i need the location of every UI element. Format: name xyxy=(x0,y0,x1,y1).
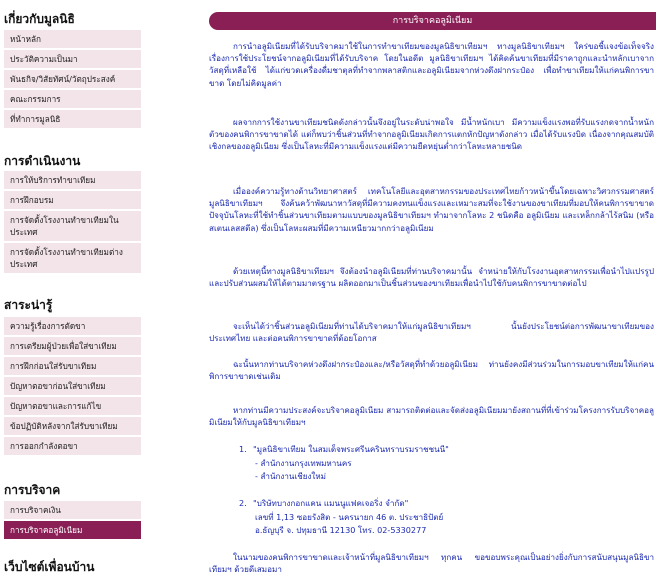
sidebar-item-pre-fitting[interactable]: การฝึกก่อนใส่รับขาเทียม xyxy=(4,357,141,377)
section-title-knowledge: สาระน่ารู้ xyxy=(4,298,53,312)
list-subline: อ.ธัญบุรี จ. ปทุมธานี 12130 โทร. 02-5330277 xyxy=(255,525,427,535)
list-item-2 xyxy=(239,497,408,509)
sidebar-item-office[interactable]: ที่ทำการมูลนิธิ xyxy=(4,110,141,130)
paragraph-2: ผลจากการใช้งานขาเทียมชนิดดังกล่าวนั้นจึงอยู่ในระดับน่าพอใจ มีน้ำหนักเบา มีความแข็งแรงพอที่รับแรงกดจากน้ำหนักตัวของคนพิการขาขาดได้ แต่ก็พบว่าชิ้นส่วนที่ทำจากอลูมิเนียมเกิดการแตกหักปัญหาดังกล่าว เมื่อได้รับแรงบิด เนื่องจากคุณสมบัติเชิงกลของอลูมิเนียม ซึ่งเป็นโลหะที่มีความแข็งแรงแต่มีความยืดหยุ่นต่ำกว่าโลหะหลายชนิด xyxy=(209,117,654,152)
page-title: การบริจาคอลูมิเนียม xyxy=(209,12,656,30)
list-subline: - สำนักงานกรุงเทพมหานคร xyxy=(255,458,352,468)
sidebar-item-domestic-workshop[interactable]: การจัดตั้งโรงงานทำขาเทียมในประเทศ xyxy=(4,211,141,243)
sidebar-item-mission[interactable]: พันธกิจ/วิสัยทัศน์/วัตถุประสงค์ xyxy=(4,70,141,90)
sidebar-item-stump-problems[interactable]: ปัญหาตอขาก่อนใส่ขาเทียม xyxy=(4,377,141,397)
sidebar-item-donate-money[interactable]: การบริจาคเงิน xyxy=(4,501,141,521)
sidebar-item-donate-aluminium[interactable]: การบริจาคอลูมิเนียม xyxy=(4,521,141,541)
paragraph-6: ฉะนั้นหากท่านบริจาคห่วงดึงฝากระป๋องและ/หรือวัสดุที่ทำด้วยอลูมิเนียม ท่านยังคงมีส่วนร่วมในการมอบขาเทียมให้แก่คนพิการขาขาดเช่นเดิม xyxy=(209,359,654,382)
menu-about xyxy=(4,30,141,130)
sidebar-item-committee[interactable]: คณะกรรมการ xyxy=(4,90,141,110)
sidebar-item-amputation[interactable]: ความรู้เรื่องการตัดขา xyxy=(4,317,141,337)
paragraph-5: จะเห็นได้ว่าชิ้นส่วนอลูมิเนียมที่ท่านได้บริจาคมาให้แก่มูลนิธิขาเทียมฯ นั้นยังประโยชน์ต่อการพัฒนาขาเทียมของประเทศไทย และต่อคนพิการขาขาดที่ด้อยโอกาส xyxy=(209,321,654,344)
list-item-1 xyxy=(239,443,449,455)
list-title: "มูลนิธิขาเทียม ในสมเด็จพระศรีนครินทราบรมราชชนนี" xyxy=(253,444,449,454)
section-title-operations: การดำเนินงาน xyxy=(4,154,81,168)
sidebar-item-overseas-workshop[interactable]: การจัดตั้งโรงงานทำขาเทียมต่างประเทศ xyxy=(4,243,141,275)
list-number: 1. xyxy=(239,444,247,454)
list-number: 2. xyxy=(239,498,247,508)
list-title: "บริษัทบางกอกแคน แมนนูแฟคเจอริ่ง จำกัด" xyxy=(253,498,409,508)
sidebar-item-stump-fixes[interactable]: ปัญหาตอขาและการแก้ไข xyxy=(4,397,141,417)
paragraph-4: ด้วยเหตุนี้ทางมูลนิธิขาเทียมฯ จึงต้องนำอลูมิเนียมที่ท่านบริจาคมานั้น จำหน่ายให้กับโรงงานอุตสาหกรรมเพื่อนำไปแปรรูปและปรับส่วนผสมให้ได้ตามมาตรฐาน ผลิตออกมาเป็นชิ้นส่วนของขาเทียมเพื่อนำไปใช้กับคนพิการขาขาดต่อไป xyxy=(209,266,654,289)
menu-operations xyxy=(4,171,141,275)
paragraph-7: หากท่านมีความประสงค์จะบริจาคอลูมิเนียม สามารถติดต่อและจัดส่งอลูมิเนียมมายังสถานที่ที่เข้าร่วมโครงการรับบริจาคอลูมิเนียมให้กับมูลนิธิขาเทียมฯ xyxy=(209,405,654,428)
sidebar-item-patient-prep[interactable]: การเตรียมผู้ป่วยเพื่อใส่ขาเทียม xyxy=(4,337,141,357)
section-title-donation: การบริจาค xyxy=(4,483,61,497)
sidebar-item-history[interactable]: ประวัติความเป็นมา xyxy=(4,50,141,70)
sidebar-item-training[interactable]: การฝึกอบรม xyxy=(4,191,141,211)
section-title-about: เกี่ยวกับมูลนิธิ xyxy=(4,12,75,26)
paragraph-3: เมื่อองค์ความรู้ทางด้านวิทยาศาสตร์ เทคโนโลยีและอุตสาหกรรมของประเทศไทยก้าวหน้าขึ้นโดยเฉพาะวิศวกรรมศาสตร์ มูลนิธิขาเทียมฯ จึงค้นคว้าพัฒนาหาวัสดุที่มีความคงทนแข็งแรงและเหมาะสมที่จะใช้งานของขาเทียมที่มอบให้คนพิการขาขาด ปัจจุบันโลหะที่ใช้ทำชิ้นส่วนขาเทียมตามแบบของมูลนิธิขาเทียมฯ ทำมาจากโลหะ 2 ชนิดคือ อลูมิเนียม และเหล็กกล้าไร้สนิม (หรือสเตนเลสสตีล) ซึ่งเป็นโลหะผสมที่มีความเหนียวมากกว่าอลูมิเนียม xyxy=(209,186,654,233)
menu-donation xyxy=(4,501,141,541)
paragraph-1: การนำอลูมิเนียมที่ได้รับบริจาคมาใช้ในการทำขาเทียมของมูลนิธิขาเทียมฯ ทางมูลนิธิขาเทียมฯ ใคร่ขอชี้แจงข้อเท็จจริง เรื่องการใช้ประโยชน์จากอลูมิเนียมที่ได้รับบริจาค โดยในอดีต มูลนิธิขาเทียมฯ ได้คิดค้นขาเทียมที่มีราคาถูกและนำหลักเบาจากวัสดุที่เหลือใช้ ได้แก่ขวดเครื่องดื่มชาตุลที่ทำจากพลาสติกและอลูมิเนียมจากห่วงดึงฝากระป๋อง เพื่อทำขาเทียมให้แก่คนพิการขาขาด โดยไม่คิดมูลค่า xyxy=(209,41,654,88)
list-subline: - สำนักงานเชียงใหม่ xyxy=(255,471,327,481)
sidebar-item-home[interactable]: หน้าหลัก xyxy=(4,30,141,50)
sidebar-item-exercise[interactable]: การออกกำลังตอขา xyxy=(4,437,141,457)
section-title-friends: เว็บไซต์เพื่อนบ้าน xyxy=(4,560,95,574)
sidebar-item-aftercare[interactable]: ข้อปฏิบัติหลังจากใส่รับขาเทียม xyxy=(4,417,141,437)
list-subline: เลขที่ 1,13 ซอยรังสิต - นครนายก 46 ต. ประชาธิปัตย์ xyxy=(255,512,444,522)
sidebar xyxy=(0,0,200,575)
closing-paragraph: ในนามของคนพิการขาขาดและเจ้าหน้าที่มูลนิธิขาเทียมฯ ทุกคน ขอขอบพระคุณเป็นอย่างยิ่งกับการสนับสนุนมูลนิธิขาเทียมฯ ด้วยดีเสมอมา xyxy=(209,552,654,575)
menu-knowledge xyxy=(4,317,141,457)
main-content xyxy=(209,0,656,575)
sidebar-item-prosthetic-service[interactable]: การให้บริการทำขาเทียม xyxy=(4,171,141,191)
